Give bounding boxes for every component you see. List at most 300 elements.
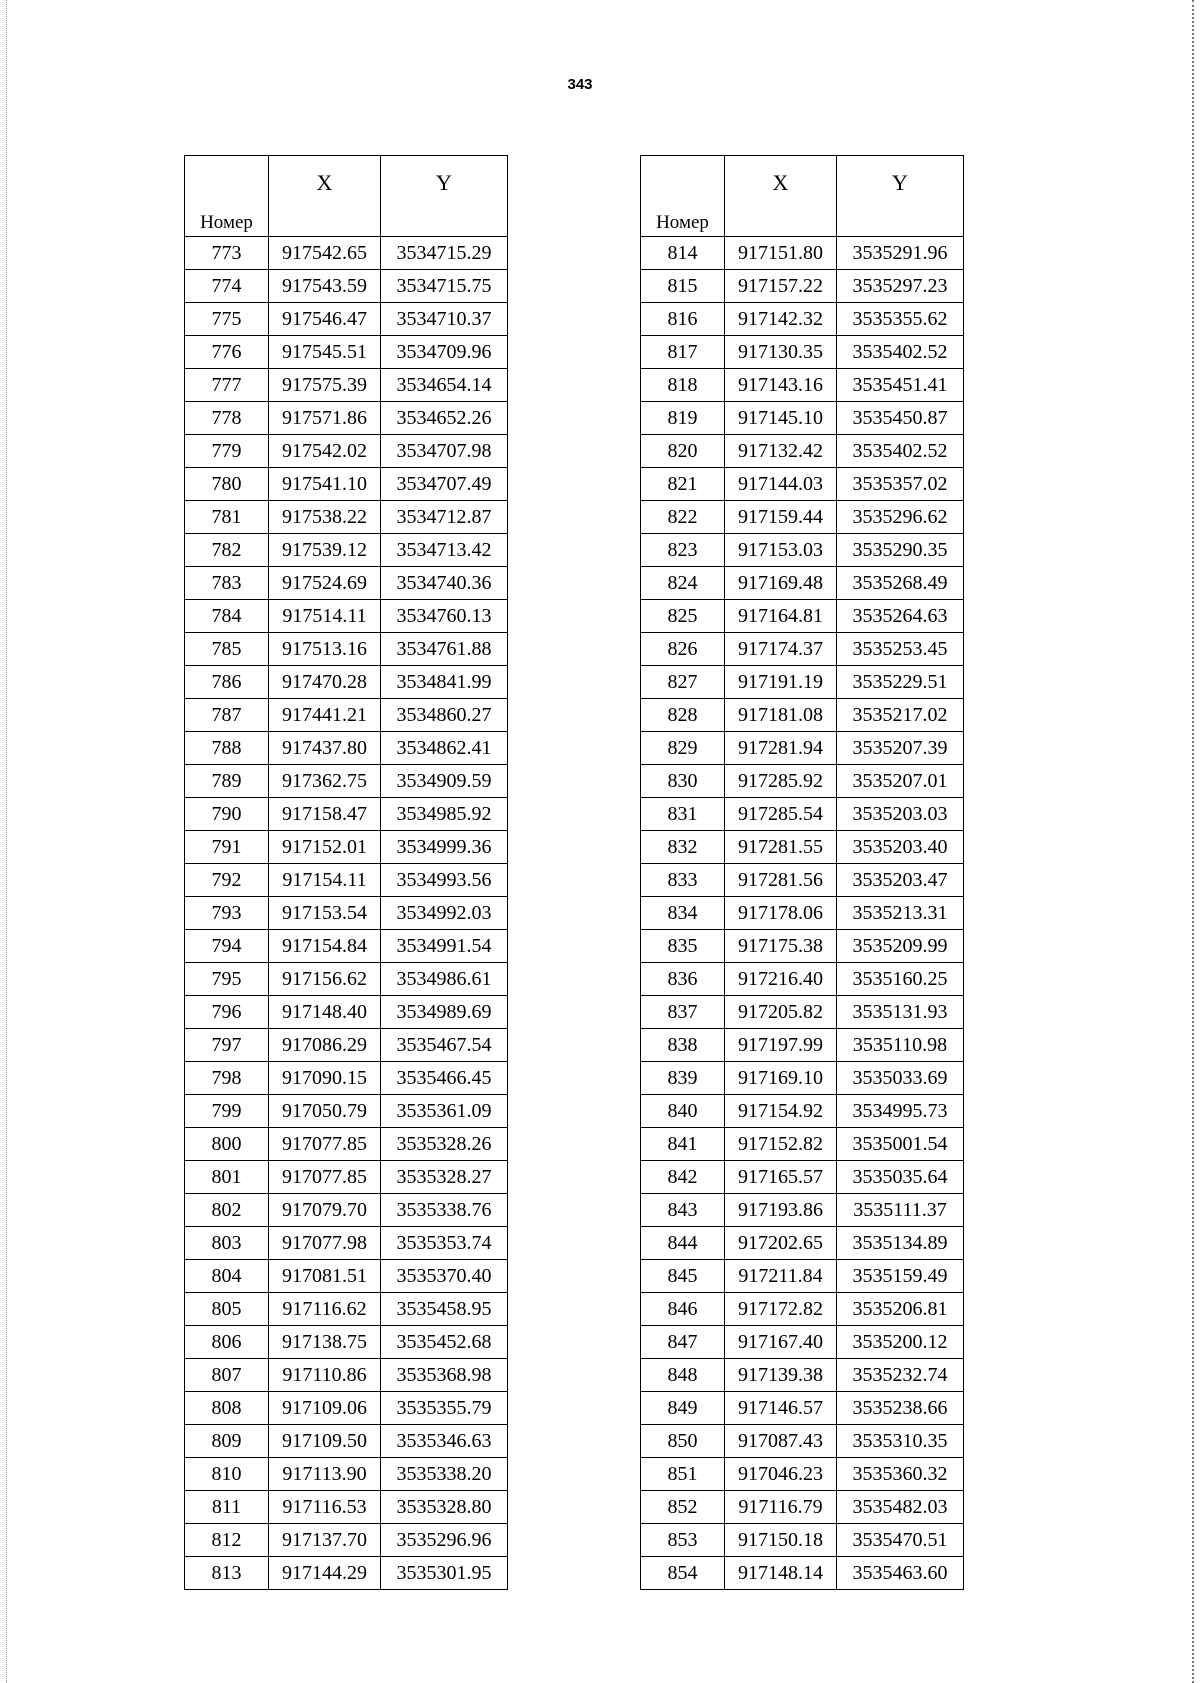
y-coordinate-cell: 3535353.74 (381, 1227, 508, 1260)
y-coordinate-cell: 3535229.51 (837, 666, 964, 699)
header-number: Номер (641, 156, 725, 237)
table-row (641, 1392, 964, 1425)
point-number-cell: 850 (641, 1425, 725, 1458)
point-number-cell: 815 (641, 270, 725, 303)
x-coordinate-cell: 917543.59 (269, 270, 381, 303)
table-row (641, 270, 964, 303)
y-coordinate-cell: 3534841.99 (381, 666, 508, 699)
y-coordinate-cell: 3535238.66 (837, 1392, 964, 1425)
table-row (185, 996, 508, 1029)
table-row (185, 1392, 508, 1425)
x-coordinate-cell: 917285.92 (725, 765, 837, 798)
table-row (185, 1326, 508, 1359)
x-coordinate-cell: 917157.22 (725, 270, 837, 303)
point-number-cell: 804 (185, 1260, 269, 1293)
y-coordinate-cell: 3535338.76 (381, 1194, 508, 1227)
table-row (185, 732, 508, 765)
y-coordinate-cell: 3535338.20 (381, 1458, 508, 1491)
x-coordinate-cell: 917513.16 (269, 633, 381, 666)
x-coordinate-cell: 917545.51 (269, 336, 381, 369)
table-row (641, 369, 964, 402)
table-row (641, 1227, 964, 1260)
point-number-cell: 810 (185, 1458, 269, 1491)
y-coordinate-cell: 3534992.03 (381, 897, 508, 930)
point-number-cell: 773 (185, 237, 269, 270)
table-row (185, 1293, 508, 1326)
point-number-cell: 847 (641, 1326, 725, 1359)
x-coordinate-cell: 917470.28 (269, 666, 381, 699)
x-coordinate-cell: 917538.22 (269, 501, 381, 534)
y-coordinate-cell: 3535290.35 (837, 534, 964, 567)
table-row (185, 270, 508, 303)
y-coordinate-cell: 3535253.45 (837, 633, 964, 666)
table-row (185, 1062, 508, 1095)
y-coordinate-cell: 3534862.41 (381, 732, 508, 765)
point-number-cell: 794 (185, 930, 269, 963)
x-coordinate-cell: 917205.82 (725, 996, 837, 1029)
y-coordinate-cell: 3534654.14 (381, 369, 508, 402)
table-row (641, 732, 964, 765)
point-number-cell: 809 (185, 1425, 269, 1458)
x-coordinate-cell: 917575.39 (269, 369, 381, 402)
x-coordinate-cell: 917130.35 (725, 336, 837, 369)
y-coordinate-cell: 3535160.25 (837, 963, 964, 996)
table-row (641, 831, 964, 864)
table-row (641, 237, 964, 270)
x-coordinate-cell: 917116.53 (269, 1491, 381, 1524)
x-coordinate-cell: 917175.38 (725, 930, 837, 963)
point-number-cell: 806 (185, 1326, 269, 1359)
x-coordinate-cell: 917181.08 (725, 699, 837, 732)
x-coordinate-cell: 917144.03 (725, 468, 837, 501)
point-number-cell: 851 (641, 1458, 725, 1491)
point-number-cell: 792 (185, 864, 269, 897)
point-number-cell: 780 (185, 468, 269, 501)
header-number: Номер (185, 156, 269, 237)
coordinates-table-left (184, 155, 508, 1590)
point-number-cell: 789 (185, 765, 269, 798)
y-coordinate-cell: 3535268.49 (837, 567, 964, 600)
x-coordinate-cell: 917077.98 (269, 1227, 381, 1260)
header-x: X (725, 156, 837, 237)
x-coordinate-cell: 917542.65 (269, 237, 381, 270)
point-number-cell: 784 (185, 600, 269, 633)
y-coordinate-cell: 3535463.60 (837, 1557, 964, 1590)
y-coordinate-cell: 3535361.09 (381, 1095, 508, 1128)
point-number-cell: 791 (185, 831, 269, 864)
point-number-cell: 825 (641, 600, 725, 633)
point-number-cell: 822 (641, 501, 725, 534)
y-coordinate-cell: 3534761.88 (381, 633, 508, 666)
point-number-cell: 828 (641, 699, 725, 732)
table-row (641, 1161, 964, 1194)
x-coordinate-cell: 917154.92 (725, 1095, 837, 1128)
point-number-cell: 796 (185, 996, 269, 1029)
y-coordinate-cell: 3534991.54 (381, 930, 508, 963)
table-row (641, 600, 964, 633)
table-row (641, 699, 964, 732)
point-number-cell: 816 (641, 303, 725, 336)
x-coordinate-cell: 917285.54 (725, 798, 837, 831)
table-row (641, 798, 964, 831)
point-number-cell: 814 (641, 237, 725, 270)
table-row (641, 1029, 964, 1062)
table-row (641, 303, 964, 336)
y-coordinate-cell: 3535402.52 (837, 336, 964, 369)
header-y: Y (837, 156, 964, 237)
x-coordinate-cell: 917202.65 (725, 1227, 837, 1260)
x-coordinate-cell: 917146.57 (725, 1392, 837, 1425)
table-row (641, 1524, 964, 1557)
table-row (641, 765, 964, 798)
x-coordinate-cell: 917050.79 (269, 1095, 381, 1128)
y-coordinate-cell: 3535301.95 (381, 1557, 508, 1590)
table-row (185, 930, 508, 963)
y-coordinate-cell: 3535111.37 (837, 1194, 964, 1227)
x-coordinate-cell: 917153.54 (269, 897, 381, 930)
table-row (185, 1359, 508, 1392)
x-coordinate-cell: 917211.84 (725, 1260, 837, 1293)
table-row (185, 534, 508, 567)
y-coordinate-cell: 3535368.98 (381, 1359, 508, 1392)
point-number-cell: 848 (641, 1359, 725, 1392)
point-number-cell: 846 (641, 1293, 725, 1326)
point-number-cell: 783 (185, 567, 269, 600)
table-row (185, 303, 508, 336)
y-coordinate-cell: 3535370.40 (381, 1260, 508, 1293)
x-coordinate-cell: 917110.86 (269, 1359, 381, 1392)
x-coordinate-cell: 917144.29 (269, 1557, 381, 1590)
table-row (641, 534, 964, 567)
table-row (641, 1491, 964, 1524)
y-coordinate-cell: 3534860.27 (381, 699, 508, 732)
table-row (185, 1260, 508, 1293)
x-coordinate-cell: 917514.11 (269, 600, 381, 633)
x-coordinate-cell: 917109.50 (269, 1425, 381, 1458)
y-coordinate-cell: 3535264.63 (837, 600, 964, 633)
y-coordinate-cell: 3535355.79 (381, 1392, 508, 1425)
y-coordinate-cell: 3535482.03 (837, 1491, 964, 1524)
point-number-cell: 812 (185, 1524, 269, 1557)
x-coordinate-cell: 917191.19 (725, 666, 837, 699)
table-row (641, 1260, 964, 1293)
x-coordinate-cell: 917151.80 (725, 237, 837, 270)
table-row (185, 1128, 508, 1161)
point-number-cell: 842 (641, 1161, 725, 1194)
x-coordinate-cell: 917079.70 (269, 1194, 381, 1227)
x-coordinate-cell: 917216.40 (725, 963, 837, 996)
x-coordinate-cell: 917148.40 (269, 996, 381, 1029)
y-coordinate-cell: 3535310.35 (837, 1425, 964, 1458)
table-row (641, 567, 964, 600)
x-coordinate-cell: 917137.70 (269, 1524, 381, 1557)
x-coordinate-cell: 917281.94 (725, 732, 837, 765)
y-coordinate-cell: 3535203.40 (837, 831, 964, 864)
table-row (641, 666, 964, 699)
point-number-cell: 778 (185, 402, 269, 435)
y-coordinate-cell: 3535134.89 (837, 1227, 964, 1260)
y-coordinate-cell: 3535110.98 (837, 1029, 964, 1062)
y-coordinate-cell: 3535467.54 (381, 1029, 508, 1062)
x-coordinate-cell: 917159.44 (725, 501, 837, 534)
x-coordinate-cell: 917113.90 (269, 1458, 381, 1491)
point-number-cell: 836 (641, 963, 725, 996)
x-coordinate-cell: 917139.38 (725, 1359, 837, 1392)
table-row (185, 402, 508, 435)
table-row (641, 1062, 964, 1095)
y-coordinate-cell: 3534712.87 (381, 501, 508, 534)
y-coordinate-cell: 3535209.99 (837, 930, 964, 963)
y-coordinate-cell: 3535296.62 (837, 501, 964, 534)
x-coordinate-cell: 917081.51 (269, 1260, 381, 1293)
point-number-cell: 774 (185, 270, 269, 303)
x-coordinate-cell: 917164.81 (725, 600, 837, 633)
table-row (185, 666, 508, 699)
point-number-cell: 782 (185, 534, 269, 567)
point-number-cell: 803 (185, 1227, 269, 1260)
x-coordinate-cell: 917046.23 (725, 1458, 837, 1491)
y-coordinate-cell: 3534715.29 (381, 237, 508, 270)
point-number-cell: 787 (185, 699, 269, 732)
table-row (641, 1194, 964, 1227)
point-number-cell: 852 (641, 1491, 725, 1524)
point-number-cell: 837 (641, 996, 725, 1029)
x-coordinate-cell: 917109.06 (269, 1392, 381, 1425)
x-coordinate-cell: 917143.16 (725, 369, 837, 402)
y-coordinate-cell: 3534715.75 (381, 270, 508, 303)
x-coordinate-cell: 917116.62 (269, 1293, 381, 1326)
y-coordinate-cell: 3534993.56 (381, 864, 508, 897)
table-row (185, 237, 508, 270)
point-number-cell: 779 (185, 435, 269, 468)
point-number-cell: 811 (185, 1491, 269, 1524)
x-coordinate-cell: 917158.47 (269, 798, 381, 831)
scan-edge-left (6, 0, 7, 1683)
y-coordinate-cell: 3535328.26 (381, 1128, 508, 1161)
table-row (641, 1128, 964, 1161)
table-row (641, 897, 964, 930)
y-coordinate-cell: 3534760.13 (381, 600, 508, 633)
table-header-row (641, 156, 964, 237)
table-row (641, 1359, 964, 1392)
x-coordinate-cell: 917086.29 (269, 1029, 381, 1062)
point-number-cell: 798 (185, 1062, 269, 1095)
page-number: 343 (567, 76, 593, 93)
table-row (185, 963, 508, 996)
y-coordinate-cell: 3535450.87 (837, 402, 964, 435)
point-number-cell: 808 (185, 1392, 269, 1425)
table-row (641, 1095, 964, 1128)
scan-edge-right (1192, 0, 1194, 1683)
x-coordinate-cell: 917077.85 (269, 1128, 381, 1161)
table-row (185, 1194, 508, 1227)
point-number-cell: 793 (185, 897, 269, 930)
y-coordinate-cell: 3535355.62 (837, 303, 964, 336)
x-coordinate-cell: 917541.10 (269, 468, 381, 501)
table-row (185, 1029, 508, 1062)
point-number-cell: 785 (185, 633, 269, 666)
point-number-cell: 832 (641, 831, 725, 864)
table-row (185, 1557, 508, 1590)
point-number-cell: 790 (185, 798, 269, 831)
point-number-cell: 845 (641, 1260, 725, 1293)
x-coordinate-cell: 917437.80 (269, 732, 381, 765)
header-y: Y (381, 156, 508, 237)
table-row (641, 963, 964, 996)
point-number-cell: 844 (641, 1227, 725, 1260)
table-row (185, 765, 508, 798)
table-row (185, 1161, 508, 1194)
point-number-cell: 835 (641, 930, 725, 963)
table-row (185, 633, 508, 666)
y-coordinate-cell: 3535402.52 (837, 435, 964, 468)
x-coordinate-cell: 917169.10 (725, 1062, 837, 1095)
table-row (185, 567, 508, 600)
y-coordinate-cell: 3535207.39 (837, 732, 964, 765)
point-number-cell: 776 (185, 336, 269, 369)
table-row (641, 435, 964, 468)
table-row (185, 897, 508, 930)
point-number-cell: 820 (641, 435, 725, 468)
table-row (185, 435, 508, 468)
y-coordinate-cell: 3535296.96 (381, 1524, 508, 1557)
x-coordinate-cell: 917281.56 (725, 864, 837, 897)
point-number-cell: 824 (641, 567, 725, 600)
x-coordinate-cell: 917546.47 (269, 303, 381, 336)
table-row (185, 1095, 508, 1128)
point-number-cell: 827 (641, 666, 725, 699)
y-coordinate-cell: 3535297.23 (837, 270, 964, 303)
x-coordinate-cell: 917132.42 (725, 435, 837, 468)
point-number-cell: 818 (641, 369, 725, 402)
point-number-cell: 839 (641, 1062, 725, 1095)
table-row (641, 930, 964, 963)
table-row (185, 336, 508, 369)
table-row (185, 1458, 508, 1491)
point-number-cell: 830 (641, 765, 725, 798)
x-coordinate-cell: 917197.99 (725, 1029, 837, 1062)
x-coordinate-cell: 917152.82 (725, 1128, 837, 1161)
point-number-cell: 775 (185, 303, 269, 336)
table-row (185, 699, 508, 732)
y-coordinate-cell: 3535203.03 (837, 798, 964, 831)
table-row (641, 468, 964, 501)
y-coordinate-cell: 3534652.26 (381, 402, 508, 435)
point-number-cell: 823 (641, 534, 725, 567)
y-coordinate-cell: 3534709.96 (381, 336, 508, 369)
x-coordinate-cell: 917174.37 (725, 633, 837, 666)
y-coordinate-cell: 3534707.98 (381, 435, 508, 468)
x-coordinate-cell: 917150.18 (725, 1524, 837, 1557)
point-number-cell: 826 (641, 633, 725, 666)
table-row (185, 1227, 508, 1260)
point-number-cell: 805 (185, 1293, 269, 1326)
point-number-cell: 838 (641, 1029, 725, 1062)
point-number-cell: 831 (641, 798, 725, 831)
point-number-cell: 777 (185, 369, 269, 402)
y-coordinate-cell: 3534995.73 (837, 1095, 964, 1128)
point-number-cell: 821 (641, 468, 725, 501)
y-coordinate-cell: 3534999.36 (381, 831, 508, 864)
y-coordinate-cell: 3535206.81 (837, 1293, 964, 1326)
y-coordinate-cell: 3534986.61 (381, 963, 508, 996)
point-number-cell: 817 (641, 336, 725, 369)
y-coordinate-cell: 3535328.80 (381, 1491, 508, 1524)
y-coordinate-cell: 3535217.02 (837, 699, 964, 732)
y-coordinate-cell: 3534740.36 (381, 567, 508, 600)
point-number-cell: 797 (185, 1029, 269, 1062)
table-row (641, 1293, 964, 1326)
x-coordinate-cell: 917165.57 (725, 1161, 837, 1194)
table-row (641, 1326, 964, 1359)
x-coordinate-cell: 917172.82 (725, 1293, 837, 1326)
point-number-cell: 801 (185, 1161, 269, 1194)
y-coordinate-cell: 3535466.45 (381, 1062, 508, 1095)
table-row (185, 369, 508, 402)
x-coordinate-cell: 917145.10 (725, 402, 837, 435)
x-coordinate-cell: 917193.86 (725, 1194, 837, 1227)
table-row (185, 1425, 508, 1458)
x-coordinate-cell: 917154.84 (269, 930, 381, 963)
x-coordinate-cell: 917167.40 (725, 1326, 837, 1359)
x-coordinate-cell: 917169.48 (725, 567, 837, 600)
y-coordinate-cell: 3535200.12 (837, 1326, 964, 1359)
table-row (641, 864, 964, 897)
x-coordinate-cell: 917090.15 (269, 1062, 381, 1095)
point-number-cell: 795 (185, 963, 269, 996)
y-coordinate-cell: 3535232.74 (837, 1359, 964, 1392)
x-coordinate-cell: 917441.21 (269, 699, 381, 732)
point-number-cell: 829 (641, 732, 725, 765)
y-coordinate-cell: 3535203.47 (837, 864, 964, 897)
point-number-cell: 807 (185, 1359, 269, 1392)
table-row (641, 336, 964, 369)
y-coordinate-cell: 3535328.27 (381, 1161, 508, 1194)
y-coordinate-cell: 3534985.92 (381, 798, 508, 831)
y-coordinate-cell: 3535458.95 (381, 1293, 508, 1326)
point-number-cell: 853 (641, 1524, 725, 1557)
x-coordinate-cell: 917539.12 (269, 534, 381, 567)
table-row (641, 1425, 964, 1458)
point-number-cell: 854 (641, 1557, 725, 1590)
point-number-cell: 813 (185, 1557, 269, 1590)
y-coordinate-cell: 3534713.42 (381, 534, 508, 567)
point-number-cell: 788 (185, 732, 269, 765)
x-coordinate-cell: 917142.32 (725, 303, 837, 336)
point-number-cell: 841 (641, 1128, 725, 1161)
table-row (185, 864, 508, 897)
y-coordinate-cell: 3535360.32 (837, 1458, 964, 1491)
y-coordinate-cell: 3534989.69 (381, 996, 508, 1029)
y-coordinate-cell: 3535035.64 (837, 1161, 964, 1194)
table-header-row (185, 156, 508, 237)
x-coordinate-cell: 917153.03 (725, 534, 837, 567)
y-coordinate-cell: 3535001.54 (837, 1128, 964, 1161)
point-number-cell: 833 (641, 864, 725, 897)
x-coordinate-cell: 917281.55 (725, 831, 837, 864)
table-row (641, 996, 964, 1029)
table-row (641, 402, 964, 435)
point-number-cell: 802 (185, 1194, 269, 1227)
x-coordinate-cell: 917152.01 (269, 831, 381, 864)
y-coordinate-cell: 3535452.68 (381, 1326, 508, 1359)
table-row (185, 1491, 508, 1524)
x-coordinate-cell: 917138.75 (269, 1326, 381, 1359)
coordinates-table-right (640, 155, 964, 1590)
y-coordinate-cell: 3535291.96 (837, 237, 964, 270)
y-coordinate-cell: 3535451.41 (837, 369, 964, 402)
y-coordinate-cell: 3534909.59 (381, 765, 508, 798)
